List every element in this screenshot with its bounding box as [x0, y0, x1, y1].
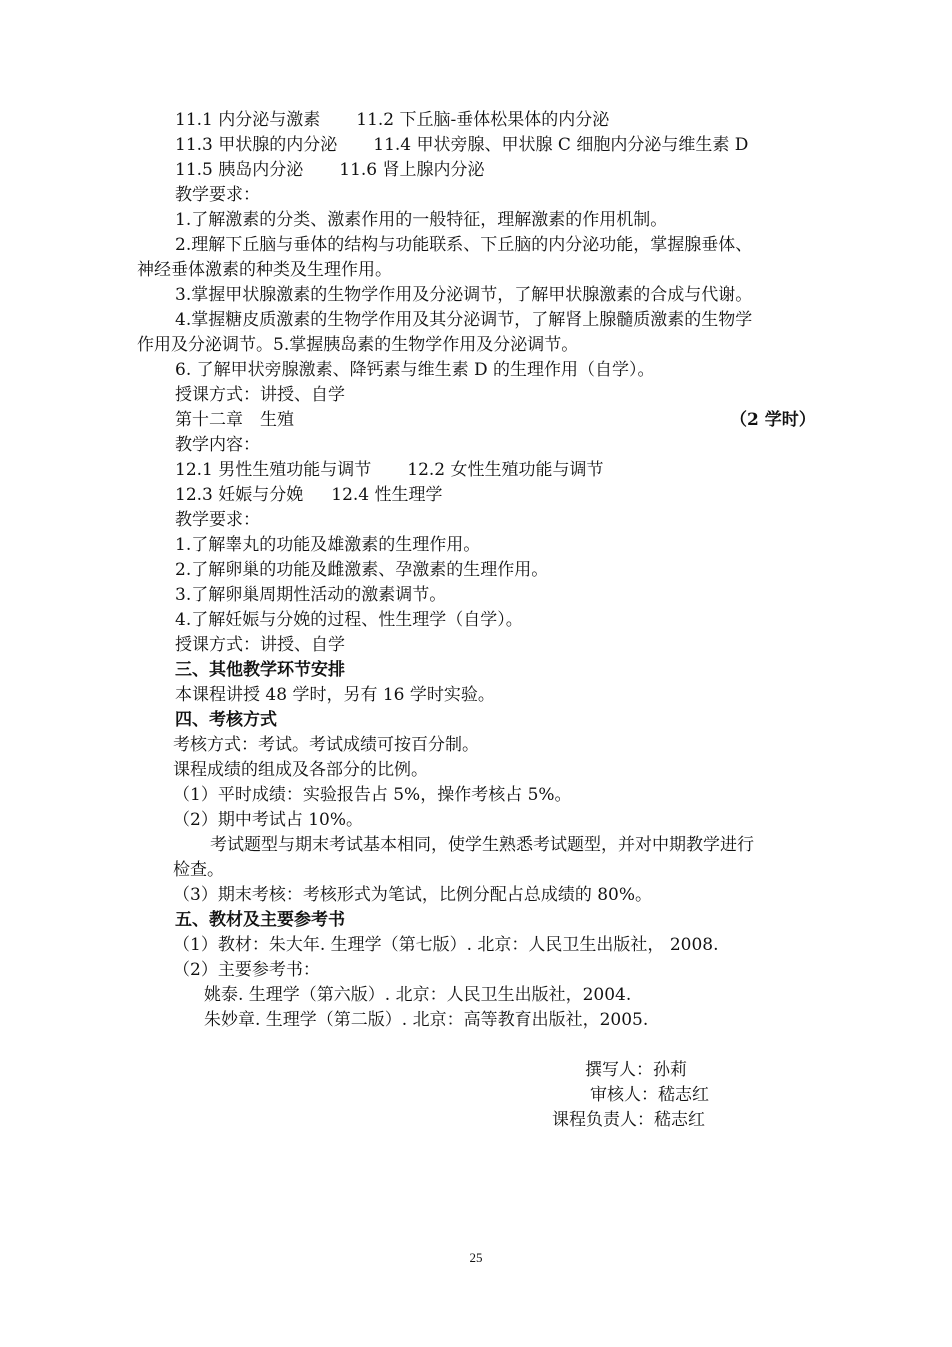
ch11-sections-row-3	[175, 158, 485, 183]
reviewer-signature: 审核人：嵇志红	[590, 1085, 709, 1105]
reference-2: 朱妙章. 生理学（第二版）. 北京：高等教育出版社，2005.	[204, 1010, 649, 1030]
section-4-heading: 四、考核方式	[175, 710, 277, 730]
section-5-heading: 五、教材及主要参考书	[175, 910, 345, 930]
ch12-teaching-method: 授课方式：讲授、自学	[175, 635, 345, 655]
ch11-sections-row-2	[175, 133, 748, 158]
grade-composition: 课程成绩的组成及各部分的比例。	[173, 760, 428, 780]
references-heading: （2）主要参考书：	[173, 960, 320, 980]
ch11-requirements-heading: 教学要求：	[175, 185, 260, 205]
ch12-title: 第十二章 生殖	[175, 410, 294, 430]
ch12-hours: （2 学时）	[730, 410, 816, 430]
grade-part-1: （1）平时成绩：实验报告占 5%，操作考核占 5%。	[173, 785, 572, 805]
midterm-note-a: 考试题型与期末考试基本相同，使学生熟悉考试题型，并对中期教学进行	[210, 835, 754, 855]
ch12-section-2: 12.2 女性生殖功能与调节	[407, 460, 604, 480]
ch11-section-1: 11.1 内分泌与激素	[175, 110, 321, 130]
ch12-requirement-4: 4.了解妊娠与分娩的过程、性生理学（自学）。	[175, 610, 523, 630]
assessment-method: 考核方式：考试。考试成绩可按百分制。	[173, 735, 479, 755]
midterm-note-b: 检查。	[173, 860, 224, 880]
ch11-requirement-6: 6. 了解甲状旁腺激素、降钙素与维生素 D 的生理作用（自学）。	[175, 360, 655, 380]
ch11-section-2: 11.2 下丘脑-垂体松果体的内分泌	[356, 110, 610, 130]
ch12-requirement-2: 2.了解卵巢的功能及雌激素、孕激素的生理作用。	[175, 560, 549, 580]
ch12-requirements-heading: 教学要求：	[175, 510, 260, 530]
ch12-sections-row-1	[175, 458, 604, 483]
reference-1: 姚泰. 生理学（第六版）. 北京：人民卫生出版社，2004.	[204, 985, 632, 1005]
ch11-requirement-3: 3.掌握甲状腺激素的生物学作用及分泌调节，了解甲状腺激素的合成与代谢。	[175, 285, 753, 305]
section-3-text: 本课程讲授 48 学时，另有 16 学时实验。	[175, 685, 495, 705]
ch12-section-4: 12.4 性生理学	[331, 485, 443, 505]
ch12-requirement-3: 3.了解卵巢周期性活动的激素调节。	[175, 585, 447, 605]
ch11-requirement-2b: 神经垂体激素的种类及生理作用。	[137, 260, 392, 280]
ch11-teaching-method: 授课方式：讲授、自学	[175, 385, 345, 405]
ch11-requirement-4b: 作用及分泌调节。5.掌握胰岛素的生物学作用及分泌调节。	[137, 335, 579, 355]
page-number: 25	[469, 1250, 483, 1265]
ch11-section-4: 11.4 甲状旁腺、甲状腺 C 细胞内分泌与维生素 D	[373, 135, 749, 155]
ch12-sections-row-2	[175, 483, 443, 508]
ch12-title-row	[175, 408, 815, 433]
writer-signature: 撰写人：孙莉	[585, 1060, 687, 1080]
ch12-section-3: 12.3 妊娠与分娩	[175, 485, 304, 505]
ch11-requirement-2a: 2.理解下丘脑与垂体的结构与功能联系、下丘脑的内分泌功能，掌握腺垂体、	[175, 235, 753, 255]
textbook: （1）教材：朱大年. 生理学（第七版）. 北京：人民卫生出版社， 2008.	[173, 935, 719, 955]
section-3-heading: 三、其他教学环节安排	[175, 660, 345, 680]
ch11-section-3: 11.3 甲状腺的内分泌	[175, 135, 338, 155]
ch11-section-6: 11.6 肾上腺内分泌	[339, 160, 485, 180]
grade-part-3: （3）期末考核：考核形式为笔试，比例分配占总成绩的 80%。	[173, 885, 653, 905]
ch11-requirement-4a: 4.掌握糖皮质激素的生物学作用及其分泌调节，了解肾上腺髓质激素的生物学	[175, 310, 753, 330]
ch12-content-heading: 教学内容：	[175, 435, 260, 455]
grade-part-2: （2）期中考试占 10%。	[173, 810, 364, 830]
ch11-section-5: 11.5 胰岛内分泌	[175, 160, 304, 180]
course-head-signature: 课程负责人：嵇志红	[552, 1110, 705, 1130]
ch11-sections-row-1	[175, 108, 609, 133]
ch11-requirement-1: 1.了解激素的分类、激素作用的一般特征，理解激素的作用机制。	[175, 210, 668, 230]
ch12-requirement-1: 1.了解睾丸的功能及雄激素的生理作用。	[175, 535, 481, 555]
ch12-section-1: 12.1 男性生殖功能与调节	[175, 460, 372, 480]
